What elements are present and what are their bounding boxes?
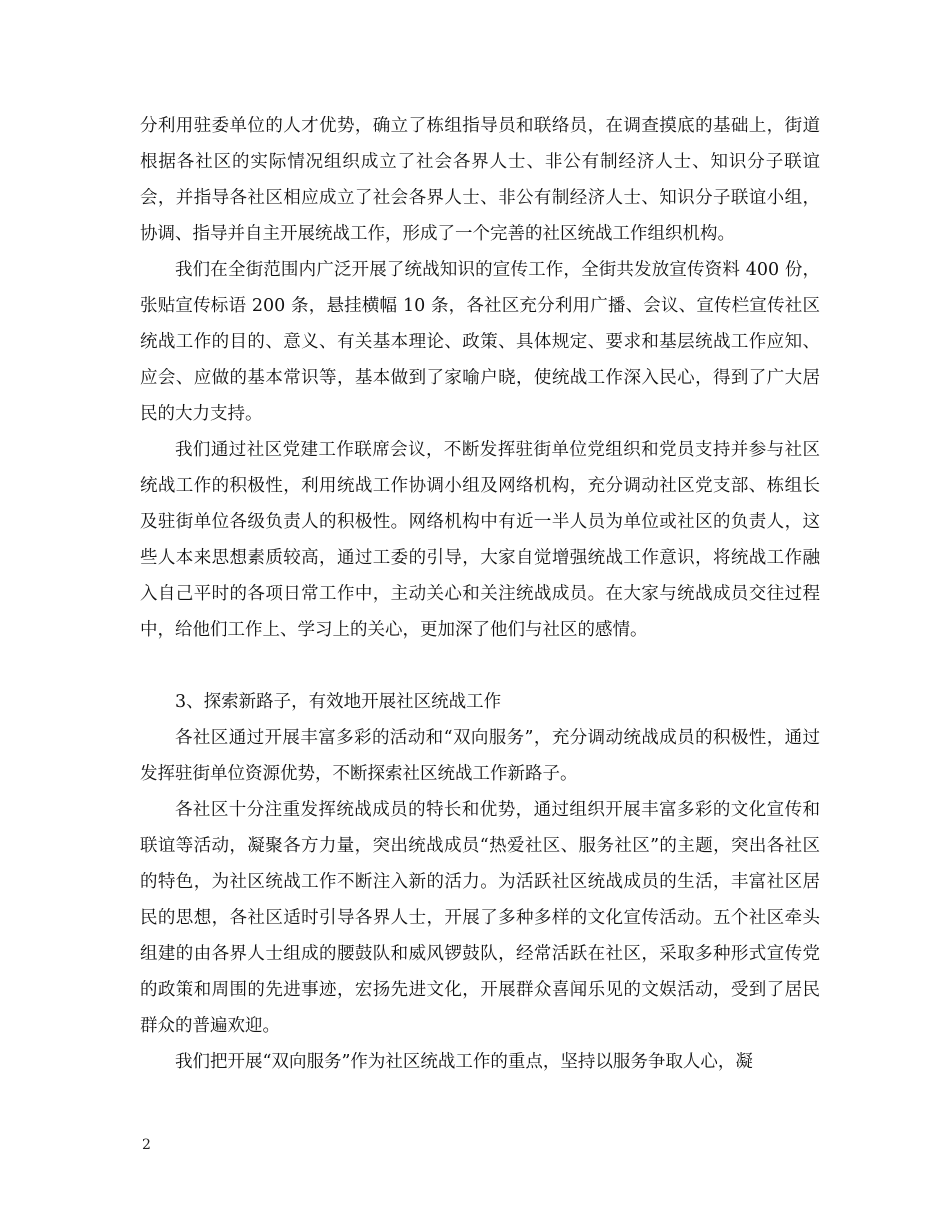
document-body [140,108,820,1080]
paragraph-two-way-service: 我们把开展“双向服务”作为社区统战工作的重点，坚持以服务争取人心，凝 [175,1052,753,1072]
paragraph-publicity: 我们在全街范围内广泛开展了统战知识的宣传工作，全街共发放宣传资料 400 份，张贴宣传标语 200 条，悬挂横幅 10 条，各社区充分利用广播、会议、宣传栏宣传社区统战工作的目的、意义、有关基本理论、政策、具体规定、要求和基层统战工作应知、应会、应做的基本常识等，基本做到了家喻户晓，使统战工作深入民心，得到了广大居民的大力支持。 [140,260,820,424]
section-heading: 3、探索新路子，有效地开展社区统战工作 [175,692,502,712]
paragraph-joint-meeting: 我们通过社区党建工作联席会议，不断发挥驻街单位党组织和党员支持并参与社区统战工作的积极性，利用统战工作协调小组及网络机构，充分调动社区党支部、栋组长及驻街单位各级负责人的积极性。网络机构中有近一半人员为单位或社区的负责人，这些人本来思想素质较高，通过工委的引导，大家自觉增强统战工作意识，将统战工作融入自己平时的各项日常工作中，主动关心和关注统战成员。在大家与统战成员交往过程中，给他们工作上、学习上的关心，更加深了他们与社区的感情。 [140,440,820,640]
paragraph-cultural-activities: 各社区十分注重发挥统战成员的特长和优势，通过组织开展丰富多彩的文化宣传和联谊等活动，凝聚各方力量，突出统战成员“热爱社区、服务社区”的主题，突出各社区的特色，为社区统战工作不断注入新的活力。为活跃社区统战成员的生活，丰富社区居民的思想，各社区适时引导各界人士，开展了多种多样的文化宣传活动。五个社区牵头组建的由各界人士组成的腰鼓队和威风锣鼓队，经常活跃在社区，采取多种形式宣传党的政策和周围的先进事迹，宏扬先进文化，开展群众喜闻乐见的文娱活动，受到了居民群众的普遍欢迎。 [140,800,820,1036]
page-number: 2 [142,1137,151,1153]
paragraph-continuation: 分利用驻委单位的人才优势，确立了栋组指导员和联络员，在调查摸底的基础上，街道根据各社区的实际情况组织成立了社会各界人士、非公有制经济人士、知识分子联谊会，并指导各社区相应成立了社会各界人士、非公有制经济人士、知识分子联谊小组，协调、指导并自主开展统战工作，形成了一个完善的社区统战工作组织机构。 [140,116,820,244]
paragraph-activities-intro: 各社区通过开展丰富多彩的活动和“双向服务”，充分调动统战成员的积极性，通过发挥驻街单位资源优势，不断探索社区统战工作新路子。 [140,728,820,784]
